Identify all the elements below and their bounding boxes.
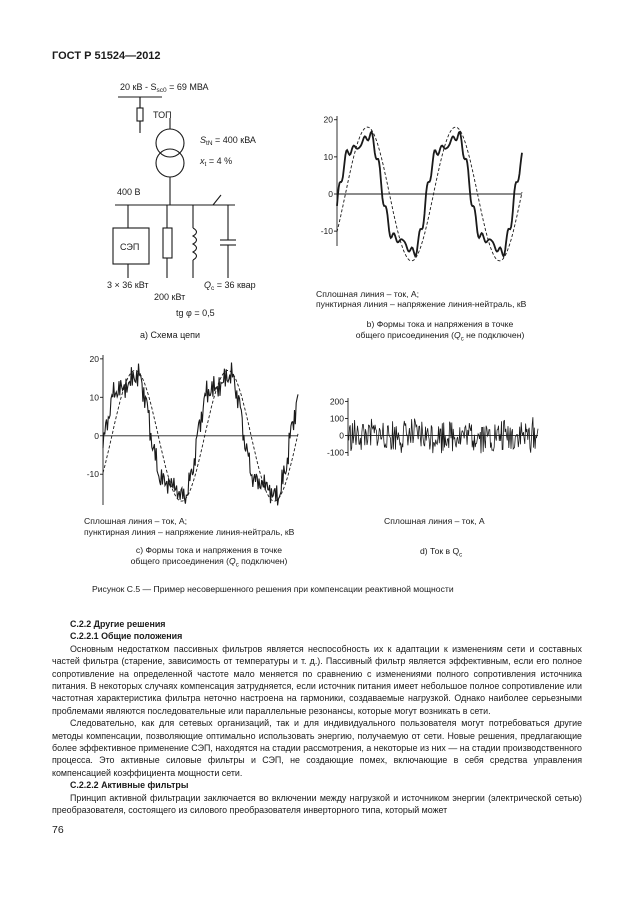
series-line-solid — [103, 363, 298, 506]
page-number: 76 — [52, 824, 64, 836]
circuit-top-label: ТОП — [153, 110, 172, 120]
circuit-load1-label: 3 × 36 кВт — [107, 280, 149, 290]
plot-b — [321, 115, 522, 261]
y-tick-label: 10 — [89, 392, 99, 403]
y-tick-label: 20 — [323, 114, 333, 125]
heading-c222: С.2.2.2 Активные фильтры — [70, 780, 189, 791]
plot-c-legend-1: Сплошная линия – ток, А; — [84, 516, 188, 526]
paragraph-2: Следовательно, как для сетевых организаций, так и для индивидуального пользователя могут потребоваться другие методы компенсации, позволяющие оптимально использовать энергию, получаемую от сети. Новые решения, предлагающие более эффективное применение СЭП, находятся на стадии рассмотрения, а некоторые из них — на стадии производственного процесса. Это активные силовые фильтры и СЭП, не создающие помех, включающие в себя средства управления компенсацией коэффициента мощности сети. — [52, 718, 582, 778]
body-text — [52, 618, 582, 817]
plot-c-caption-2: общего присоединения ($Q_c$ подключен) — [130, 556, 288, 569]
circuit-qc-label: $Q_c = 36$ квар — [204, 280, 256, 292]
plot-b-caption-2: общего присоединения ($Q_c$ не подключен) — [355, 330, 525, 343]
heading-c22: С.2.2 Другие решения — [70, 619, 166, 629]
plot-d-legend-1: Сплошная линия – ток, А — [384, 516, 485, 526]
y-tick-label: 0 — [94, 430, 99, 441]
plot-b-legend-1: Сплошная линия – ток, А; — [316, 289, 420, 299]
y-tick-label: 0 — [328, 189, 333, 199]
plot-b-caption-1: b) Формы тока и напряжения в точке — [366, 319, 514, 329]
plot-d — [327, 396, 538, 457]
y-tick-label: 200 — [329, 396, 344, 407]
paragraph-3: Принцип активной фильтрации заключается во включении между нагрузкой и источником энергии (электрической сетью) преобразователя, состоящего из силового преобразователя инверторного типа, который может — [52, 792, 582, 816]
y-tick-label: 100 — [329, 413, 344, 424]
plot-c-caption-1: c) Формы тока и напряжения в точке — [135, 545, 283, 555]
circuit-bus-label: 400 В — [117, 187, 141, 197]
figure-caption: Рисунок С.5 — Пример несовершенного решения при компенсации реактивной мощности — [92, 584, 454, 594]
circuit-tg-label: tg φ = 0,5 — [176, 308, 215, 318]
circuit-caption: a) Схема цепи — [140, 330, 201, 340]
y-tick-label: -10 — [320, 226, 333, 237]
circuit-sep-label: СЭП — [120, 242, 140, 252]
circuit-s-label: $S_{tN} = 400$ кВА — [200, 135, 256, 147]
plot-d-caption: d) Ток в $Q_c$ — [420, 546, 463, 559]
y-tick-label: -100 — [326, 447, 344, 458]
plot-c — [87, 354, 298, 506]
circuit-load2-label: 200 кВт — [154, 292, 186, 302]
plot-c-legend-2: пунктирная линия – напряжение линия-нейтраль, кВ — [84, 527, 295, 537]
plot-b-legend-2: пунктирная линия – напряжение линия-нейтраль, кВ — [316, 299, 527, 309]
y-tick-label: -10 — [86, 469, 99, 480]
heading-c221: С.2.2.1 Общие положения — [70, 631, 183, 642]
series-line-solid — [348, 417, 538, 453]
circuit-source-label: 20 кВ - $S_{sc0} = 69$ МВА — [120, 82, 209, 94]
circuit-x-label: $x_t = 4$ % — [200, 156, 233, 168]
paragraph-1: Основным недостатком пассивных фильтров является неспособность их к адаптации к изменениям сети и составных частей фильтра (старение, зависимость от температуры и т. д.). Пассивный фильтр является эффективным, если его полное сопротивление на определенной частоте мало меняется по сравнению с изменениями полного сопротивления источника питания. В некоторых случаях компенсация затрудняется, если источник питания имеет небольшое полное сопротивление или частотная характеристика фильтра неточно настроена на гармоники, создаваемые нагрузкой. Однако наиболее серьезными проблемами являются последовательные или параллельные резонансы, которые могут возникать в сети. — [52, 643, 582, 716]
y-tick-label: 20 — [89, 353, 99, 364]
y-tick-label: 0 — [339, 430, 344, 441]
y-tick-label: 10 — [323, 151, 333, 162]
page-header: ГОСТ Р 51524—2012 — [52, 50, 161, 62]
